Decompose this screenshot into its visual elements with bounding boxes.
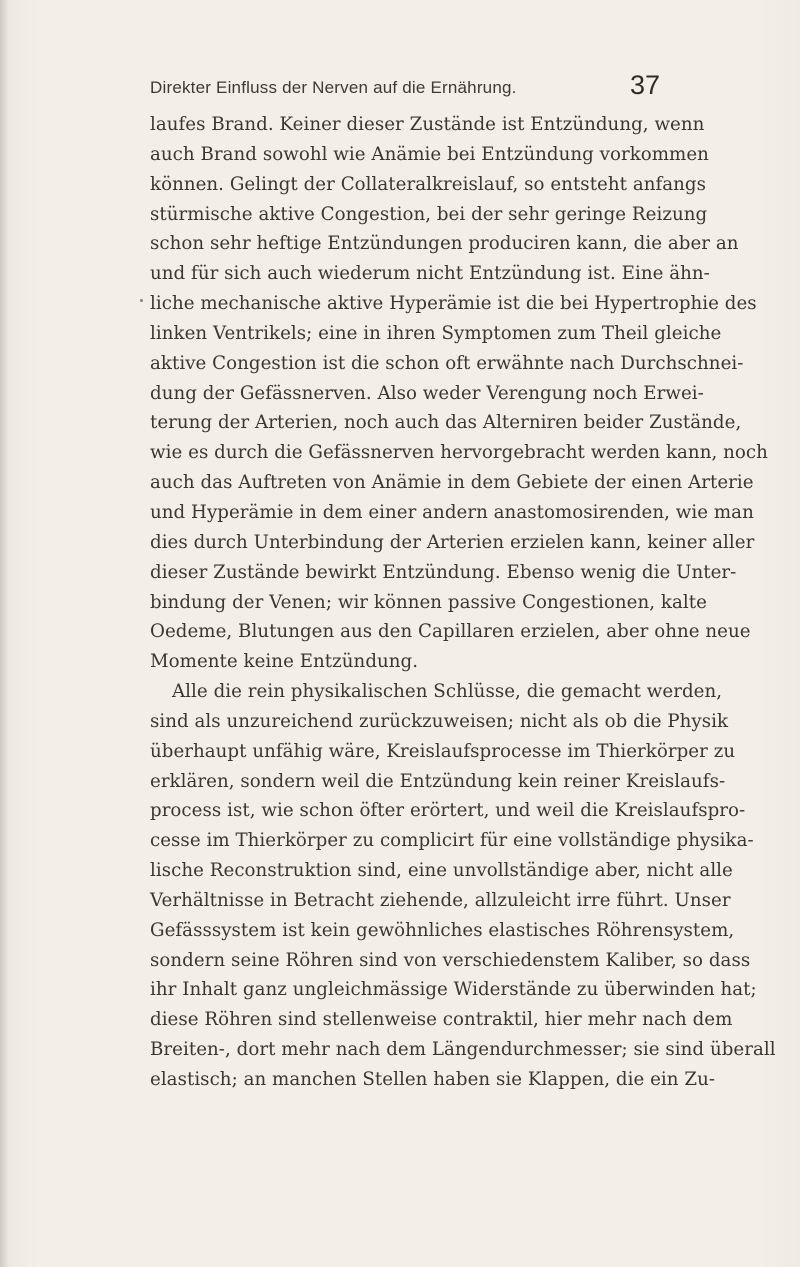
text-line: dieser Zustände bewirkt Entzündung. Ebenso wenig die Unter- bbox=[150, 561, 737, 583]
text-line: terung der Arterien, noch auch das Alterniren beider Zustände, bbox=[150, 412, 742, 434]
text-line: dies durch Unterbindung der Arterien erzielen kann, keiner aller bbox=[150, 531, 755, 553]
text-line: Oedeme, Blutungen aus den Capillaren erzielen, aber ohne neue bbox=[150, 621, 751, 643]
text-line: bindung der Venen; wir können passive Congestionen, kalte bbox=[150, 591, 707, 613]
text-line: Breiten-, dort mehr nach dem Längendurchmesser; sie sind überall bbox=[150, 1039, 776, 1061]
text-line: stürmische aktive Congestion, bei der sehr geringe Reizung bbox=[150, 203, 708, 225]
text-line: Alle die rein physikalischen Schlüsse, die gemacht werden, bbox=[172, 681, 723, 703]
text-line: schon sehr heftige Entzündungen produciren kann, die aber an bbox=[150, 233, 739, 255]
page-number: 37 bbox=[629, 70, 660, 100]
text-line: sind als unzureichend zurückzuweisen; nicht als ob die Physik bbox=[150, 710, 729, 732]
print-speck bbox=[140, 299, 143, 302]
text-line: lische Reconstruktion sind, eine unvollständige aber, nicht alle bbox=[150, 860, 733, 882]
text-line: ihr Inhalt ganz ungleichmässige Widerstände zu überwinden hat; bbox=[150, 979, 757, 1001]
text-line: und für sich auch wiederum nicht Entzündung ist. Eine ähn- bbox=[150, 263, 710, 285]
text-line: linken Ventrikels; eine in ihren Symptomen zum Theil gleiche bbox=[150, 322, 722, 344]
text-line: Verhältnisse in Betracht ziehende, allzuleicht irre führt. Unser bbox=[150, 889, 731, 911]
text-line: aktive Congestion ist die schon oft erwähnte nach Durchschnei- bbox=[150, 352, 744, 374]
running-head-title: Direkter Einfluss der Nerven auf die Ernährung. bbox=[150, 78, 517, 97]
text-line: laufes Brand. Keiner dieser Zustände ist Entzündung, wenn bbox=[150, 114, 705, 135]
text-line: und Hyperämie in dem einer andern anastomosirenden, wie man bbox=[150, 501, 754, 523]
text-line: können. Gelingt der Collateralkreislauf, so entsteht anfangs bbox=[150, 173, 706, 195]
text-line: Momente keine Entzündung. bbox=[150, 651, 419, 673]
body-text bbox=[150, 110, 776, 1095]
running-head bbox=[120, 70, 660, 108]
text-line: überhaupt unfähig wäre, Kreislaufsprocesse im Thierkörper zu bbox=[150, 740, 736, 762]
page-edge-shadow bbox=[0, 0, 8, 1267]
text-line: process ist, wie schon öfter erörtert, und weil die Kreislaufspro- bbox=[150, 800, 746, 822]
text-line: liche mechanische aktive Hyperämie ist die bei Hypertrophie des bbox=[150, 293, 757, 315]
text-line: sondern seine Röhren sind von verschiedenstem Kaliber, so dass bbox=[150, 949, 751, 971]
text-line: diese Röhren sind stellenweise contraktil, hier mehr nach dem bbox=[150, 1009, 733, 1031]
text-line: cesse im Thierkörper zu complicirt für eine vollständige physika- bbox=[150, 830, 754, 852]
text-line: wie es durch die Gefässnerven hervorgebracht werden kann, noch bbox=[150, 442, 768, 464]
text-line: dung der Gefässnerven. Also weder Verengung noch Erwei- bbox=[150, 382, 704, 404]
text-line: elastisch; an manchen Stellen haben sie Klappen, die ein Zu- bbox=[150, 1069, 716, 1090]
text-line: auch das Auftreten von Anämie in dem Gebiete der einen Arterie bbox=[150, 472, 754, 494]
text-line: Gefässsystem ist kein gewöhnliches elastisches Röhrensystem, bbox=[150, 919, 735, 941]
text-line: erklären, sondern weil die Entzündung kein reiner Kreislaufs- bbox=[150, 770, 726, 792]
text-line: auch Brand sowohl wie Anämie bei Entzündung vorkommen bbox=[150, 143, 709, 165]
